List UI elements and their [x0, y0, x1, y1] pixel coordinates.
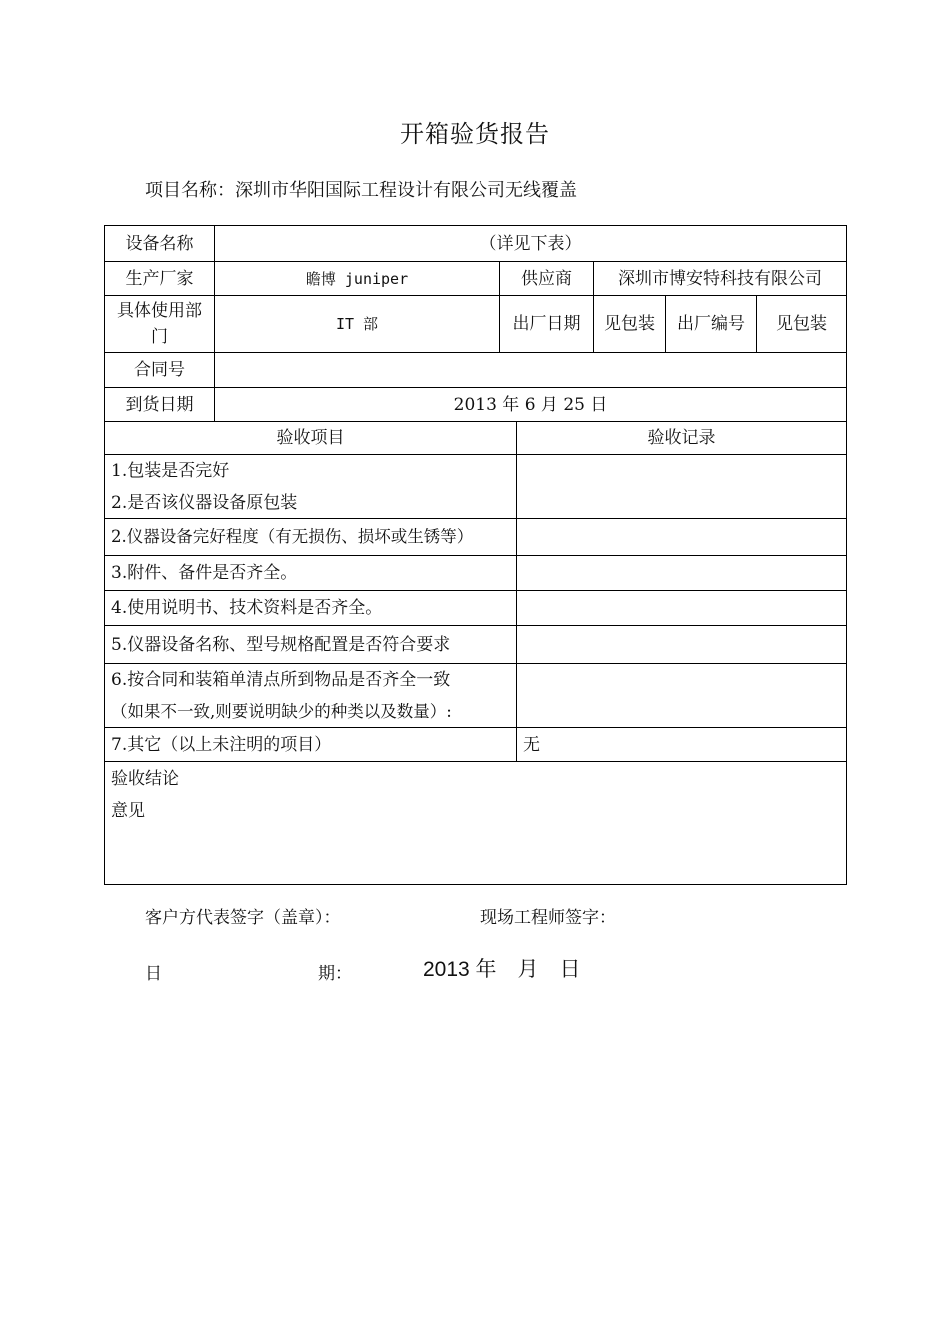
checklist-item-line: 1.包装是否完好: [111, 460, 230, 481]
dept-label: 具体使用部门: [105, 296, 215, 353]
checklist-record: 无: [517, 728, 847, 762]
date-label-char1: 日: [145, 964, 162, 984]
checklist-record: [517, 556, 847, 591]
manufacturer-label: 生产厂家: [105, 262, 215, 296]
project-line: [145, 176, 577, 202]
checklist-record: [517, 626, 847, 664]
date-out-value: 见包装: [594, 296, 666, 353]
device-info-table: [104, 225, 847, 422]
customer-signature-label: 客户方代表签字（盖章）：: [145, 908, 341, 928]
checklist-header-record: 验收记录: [517, 422, 847, 455]
project-name: 深圳市华阳国际工程设计有限公司无线覆盖: [235, 180, 577, 201]
supplier-label: 供应商: [500, 262, 594, 296]
checklist-header-item: 验收项目: [105, 422, 517, 455]
checklist-item: 7.其它（以上未注明的项目）: [105, 728, 517, 762]
report-title: 开箱验货报告: [400, 120, 550, 148]
checklist-item: [105, 664, 517, 728]
checklist-record: [517, 455, 847, 519]
serial-label: 出厂编号: [666, 296, 757, 353]
checklist-item: 4.使用说明书、技术资料是否齐全。: [105, 591, 517, 626]
serial-value: 见包装: [757, 296, 847, 353]
device-name-label: 设备名称: [105, 226, 215, 262]
checklist-item-line: （如果不一致,则要说明缺少的种类以及数量）:: [111, 701, 452, 721]
checklist-item: 3.附件、备件是否齐全。: [105, 556, 517, 591]
contract-value: [215, 353, 847, 388]
conclusion-label: 验收结论: [111, 769, 179, 789]
checklist-item-line: 6.按合同和装箱单清点所到物品是否齐全一致: [111, 669, 451, 690]
supplier-value: 深圳市博安特科技有限公司: [594, 262, 847, 296]
checklist-item-line: 2.是否该仪器设备原包装: [111, 492, 298, 513]
checklist-record: [517, 591, 847, 626]
arrival-label: 到货日期: [105, 388, 215, 422]
checklist-item: [105, 455, 517, 519]
checklist-table: [104, 421, 847, 885]
checklist-record: [517, 519, 847, 556]
project-label: 项目名称：: [145, 180, 235, 201]
checklist-item: 2.仪器设备完好程度（有无损伤、损坏或生锈等）: [105, 519, 517, 556]
arrival-value: 2013 年 6 月 25 日: [215, 388, 847, 422]
manufacturer-value: 瞻博 juniper: [215, 262, 500, 296]
device-name-value: （详见下表）: [215, 226, 847, 262]
conclusion-cell: [105, 762, 847, 885]
engineer-signature-label: 现场工程师签字：: [480, 908, 616, 928]
opinion-label: 意见: [111, 801, 145, 821]
contract-label: 合同号: [105, 353, 215, 388]
date-label-char2: 期：: [318, 964, 352, 984]
dept-value: IT 部: [215, 296, 500, 353]
signature-date-value: 2013 年 月 日: [423, 958, 581, 981]
checklist-item: 5.仪器设备名称、型号规格配置是否符合要求: [105, 626, 517, 664]
date-out-label: 出厂日期: [500, 296, 594, 353]
checklist-record: [517, 664, 847, 728]
